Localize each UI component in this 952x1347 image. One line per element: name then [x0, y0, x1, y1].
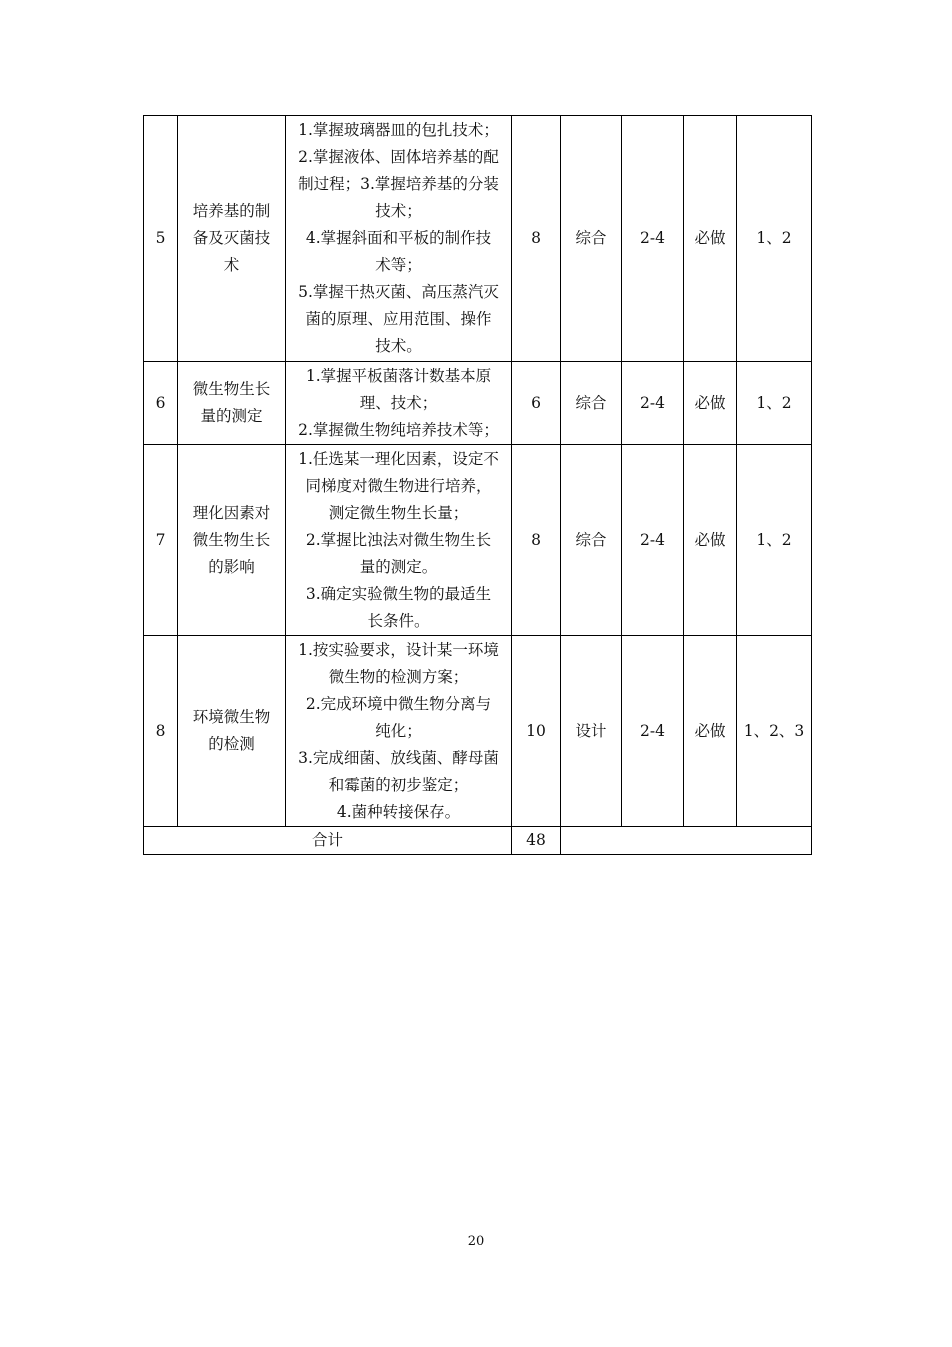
- experiment-name: 微生物生长 量的测定: [178, 362, 286, 445]
- table-row: [144, 116, 812, 362]
- table-row: [144, 636, 812, 827]
- group-size: 2-4: [622, 636, 684, 827]
- requirement: 必做: [684, 445, 737, 636]
- target-objectives: 1、2、3: [737, 636, 812, 827]
- experiment-content: 1.任选某一理化因素，设定不 同梯度对微生物进行培养， 测定微生物生长量； 2.掌握比浊法对微生物生长 量的测定。 3.确定实验微生物的最适生 长条件。: [286, 445, 512, 636]
- page-number: 20: [467, 1234, 485, 1249]
- table-row: [144, 445, 812, 636]
- total-empty-cell: [561, 827, 812, 855]
- requirement: 必做: [684, 116, 737, 362]
- requirement: 必做: [684, 636, 737, 827]
- experiment-content: 1.按实验要求，设计某一环境 微生物的检测方案； 2.完成环境中微生物分离与 纯化； 3.完成细菌、放线菌、酵母菌 和霉菌的初步鉴定； 4.菌种转接保存。: [286, 636, 512, 827]
- hours: 8: [512, 445, 561, 636]
- experiment-name: 理化因素对 微生物生长 的影响: [178, 445, 286, 636]
- group-size: 2-4: [622, 445, 684, 636]
- requirement: 必做: [684, 362, 737, 445]
- target-objectives: 1、2: [737, 445, 812, 636]
- row-number: 7: [144, 445, 178, 636]
- total-label: 合计: [144, 827, 512, 855]
- experiment-content: 1.掌握平板菌落计数基本原 理、技术； 2.掌握微生物纯培养技术等；: [286, 362, 512, 445]
- hours: 6: [512, 362, 561, 445]
- total-row: [144, 827, 812, 855]
- group-size: 2-4: [622, 362, 684, 445]
- row-number: 8: [144, 636, 178, 827]
- target-objectives: 1、2: [737, 362, 812, 445]
- hours: 10: [512, 636, 561, 827]
- row-number: 6: [144, 362, 178, 445]
- experiment-name: 环境微生物 的检测: [178, 636, 286, 827]
- total-hours: 48: [512, 827, 561, 855]
- group-size: 2-4: [622, 116, 684, 362]
- experiment-type: 综合: [561, 445, 622, 636]
- experiment-type: 综合: [561, 116, 622, 362]
- experiment-content: 1.掌握玻璃器皿的包扎技术； 2.掌握液体、固体培养基的配 制过程；3.掌握培养基的分装 技术； 4.掌握斜面和平板的制作技 术等； 5.掌握干热灭菌、高压蒸汽灭 菌的原理、应用范围、操作 技术。: [286, 116, 512, 362]
- experiment-name: 培养基的制 备及灭菌技 术: [178, 116, 286, 362]
- experiment-table: [143, 115, 812, 855]
- experiment-type: 综合: [561, 362, 622, 445]
- experiment-type: 设计: [561, 636, 622, 827]
- target-objectives: 1、2: [737, 116, 812, 362]
- row-number: 5: [144, 116, 178, 362]
- table-row: [144, 362, 812, 445]
- hours: 8: [512, 116, 561, 362]
